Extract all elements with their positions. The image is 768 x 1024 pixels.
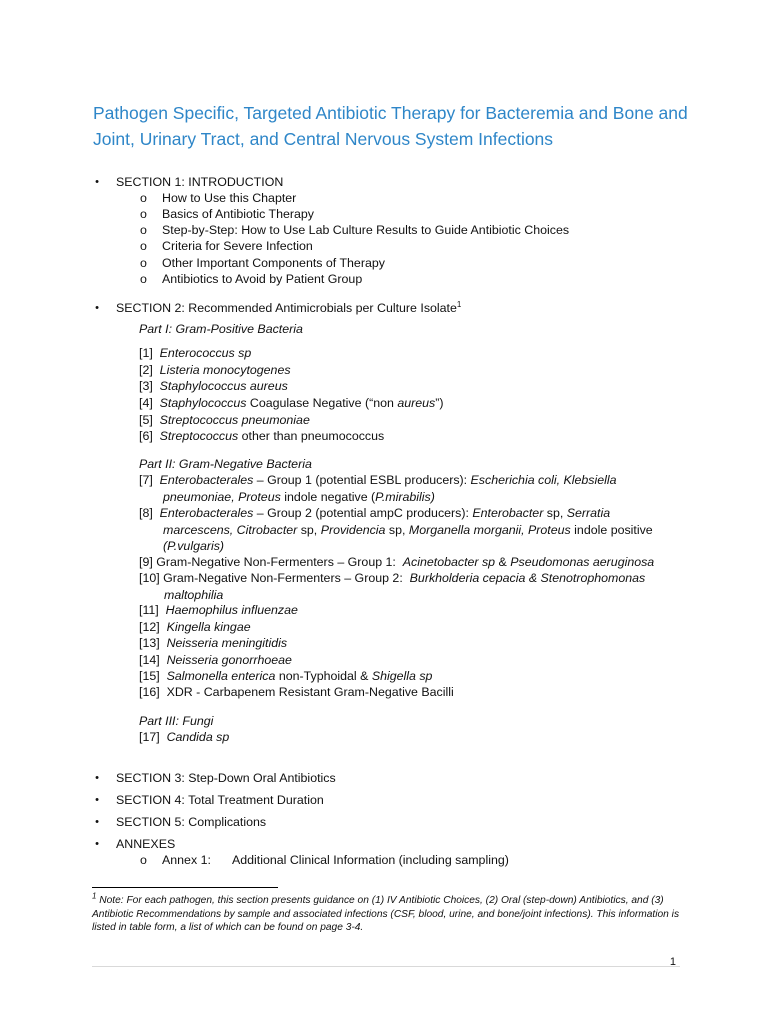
footnote-separator [92, 887, 278, 888]
bullet-icon: • [95, 176, 99, 188]
pathogen-item: [7] Enterobacterales – Group 1 (potential ESBL producers): Escherichia coli, Klebsiella pneumoniae, Proteus indole negative (P.mirabilis) [139, 473, 617, 504]
pathogen-item: [10] Gram-Negative Non-Fermenters – Group 2: Burkholderia cepacia & Stenotrophomonas maltophilia [139, 571, 646, 602]
pathogen-item: [15] Salmonella enterica non-Typhoidal & Shigella sp [139, 669, 433, 683]
section-1-heading: SECTION 1: INTRODUCTION [116, 175, 284, 189]
pathogen-item: [3] Staphylococcus aureus [139, 379, 288, 393]
footnote-ref[interactable]: 1 [456, 299, 462, 309]
pathogen-item: [8] Enterobacterales – Group 2 (potential ampC producers): Enterobacter sp, Serratia marcescens, Citrobacter sp, Providencia sp, Morganella morganii, Proteus indole positive (P.vulgaris) [139, 506, 653, 554]
bullet-icon: • [95, 772, 99, 784]
footnote-marker: 1 [92, 891, 97, 901]
part-2-heading: Part II: Gram-Negative Bacteria [139, 457, 312, 471]
section-5-heading: SECTION 5: Complications [116, 815, 267, 829]
pathogen-item: [9] Gram-Negative Non-Fermenters – Group 1: Acinetobacter sp & Pseudomonas aeruginosa [139, 555, 655, 569]
bullet-icon: • [95, 838, 99, 850]
document-page: Pathogen Specific, Targeted Antibiotic Therapy for Bacteremia and Bone and Joint, Urinary Tract, and Central Nervous System Infections • SECTION 1: INTRODUCTION o How to Use this Chapter o Basics of Antibiotic Therapy o Step-by-Step: How to Use Lab Culture Results to Guide Antibiotic Choices o Criteria for Severe Infection o Other Important Components of Therapy o Antibiotics to Avoid by Patient Group • SECTION 2: Recommended Antimicrobials per Culture Isolate$^1$ Part I: Gram-Positive Bacteria [1] Enterococcus sp [2] Listeria monocytogenes [3] Staphylococcus aureus [4] Staphylococcus Coagulase Negative (“non aureus”) [5] Streptococcus pneumoniae [6] Streptococcus other than pneumococcus Part II: Gram-Negative Bacteria [7] Enterobacterales – Group 1 (potential ESBL producers): Escherichia coli, Klebsiella pneumoniae, Proteus indole negative (P.mirabilis) [8] Enterobacterales – Group 2 (potential ampC producers): Enterobacter sp, Serratia marcescens, Citrobacter sp, Providencia sp, Morganella morganii, Proteus indole positive (P.vulgaris) [9] Gram-Negative Non-Fermenters – Group 1: Acinetobacter sp & Pseudomonas aeruginosa [10] Gram-Negative Non-Fermenters – Group 2: Burkholderia cepacia & Stenotrophomonas maltophilia [11] Haemophilus influenzae [12] Kingella kingae [13] Neisseria meningitidis [14] Neisseria gonorrhoeae [15] Salmonella enterica non-Typhoidal & Shigella sp [16] XDR - Carbapenem Resistant Gram-Negative Bacilli Part III: Fungi [17] Candida sp • SECTION 3: Step-Down Oral Antibiotics • SECTION 4: Total Treatment Duration • SECTION 5: Complications • ANNEXES o Annex 1: Additional Clinical Information (including sampling) $^1$ Note: For each pathogen, this section presents guidance on (1) IV Antibiotic Choices, (2) Oral (step-down) Antibiotics, and (3) Antibiotic Recommendations by sample and associated infections (CSF, blood, urine, and bone/joint infections). This information is listed in table form, a list of which can be found on page 3-4. 1 [0, 0, 768, 1024]
bullet-icon: • [95, 816, 99, 828]
annex-label: Annex 1: [162, 853, 211, 867]
section-4-heading: SECTION 4: Total Treatment Duration [116, 793, 324, 807]
pathogen-item: [12] Kingella kingae [139, 620, 251, 634]
page-number: 1 [669, 956, 676, 968]
pathogen-item: [4] Staphylococcus Coagulase Negative (“non aureus”) [139, 396, 444, 410]
pathogen-item: [17] Candida sp [139, 730, 230, 744]
pathogen-item: [5] Streptococcus pneumoniae [139, 413, 310, 427]
document-title: Pathogen Specific, Targeted Antibiotic Therapy for Bacteremia and Bone and Joint, Urinary Tract, and Central Nervous System Infections [93, 103, 688, 149]
footnote: $^1$ Note: For each pathogen, this section presents guidance on (1) IV Antibiotic Choices, (2) Oral (step-down) Antibiotics, and (3) Antibiotic Recommendations by sample and associated infections (CSF, blood, urine, and bone/joint infections). This information is listed in table form, a list of which can be found on page 3-4. [92, 891, 680, 934]
annexes-heading: ANNEXES [116, 837, 176, 851]
pathogen-item: [11] Haemophilus influenzae [139, 603, 298, 617]
bullet-icon: • [95, 302, 99, 314]
footer-rule [92, 966, 680, 967]
section-3-heading: SECTION 3: Step-Down Oral Antibiotics [116, 771, 336, 785]
pathogen-item: [13] Neisseria meningitidis [139, 636, 288, 650]
pathogen-item: [16] XDR - Carbapenem Resistant Gram-Negative Bacilli [139, 685, 454, 699]
pathogen-item: [1] Enterococcus sp [139, 346, 252, 360]
annex-description: Additional Clinical Information (including sampling) [232, 853, 509, 867]
bullet-icon: • [95, 794, 99, 806]
pathogen-item: [6] Streptococcus other than pneumococcus [139, 429, 385, 443]
pathogen-item: [14] Neisseria gonorrhoeae [139, 653, 292, 667]
pathogen-item: [2] Listeria monocytogenes [139, 363, 291, 377]
section-2-heading: SECTION 2: Recommended Antimicrobials per Culture Isolate$^1$ [116, 299, 462, 315]
part-3-heading: Part III: Fungi [139, 714, 214, 728]
part-1-heading: Part I: Gram-Positive Bacteria [139, 322, 303, 336]
